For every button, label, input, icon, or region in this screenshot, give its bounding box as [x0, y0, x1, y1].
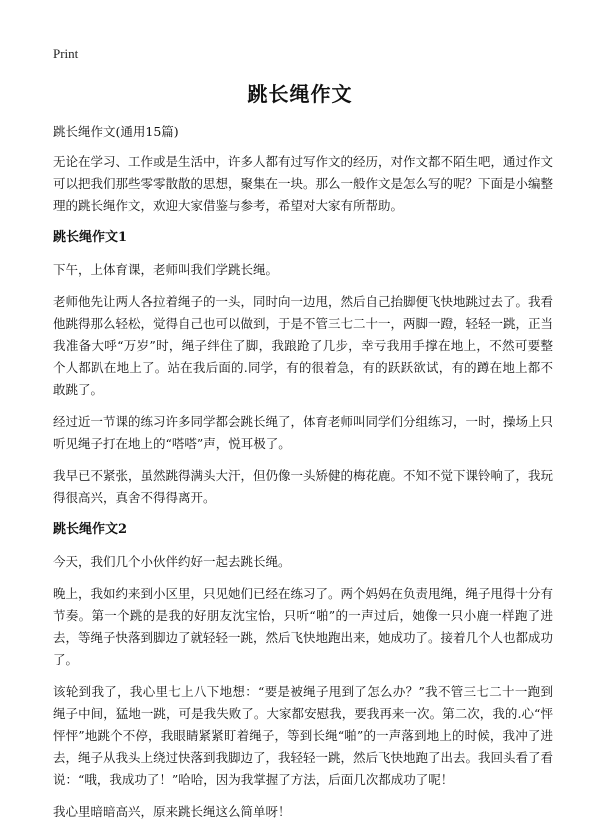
section-paragraph: 晚上，我如约来到小区里，只见她们已经在练习了。两个妈妈在负责甩绳，绳子甩得十分有节奏。第一个跳的是我的好朋友沈宝怡，只听“啪”的一声过后，她像一只小鹿一样跑了进去，等绳子快落到脚边了就轻轻一跳，然后飞快地跑出来，她成功了。接着几个人也都成功了。	[53, 586, 554, 667]
page-title: 跳长绳作文	[247, 82, 353, 106]
article-subtitle: 跳长绳作文(通用15篇)	[53, 124, 179, 139]
intro-paragraph: 无论在学习、工作或是生活中，许多人都有过写作文的经历，对作文都不陌生吧，通过作文可以把我们那些零零散散的思想，聚集在一块。那么一般作文是怎么写的呢？下面是小编整理的跳长绳作文，欢迎大家借鉴与参考，希望对大家有所帮助。	[53, 154, 554, 213]
print-link[interactable]: Print	[53, 46, 79, 61]
section-paragraph: 该轮到我了，我心里七上八下地想：“要是被绳子甩到了怎么办？”我不管三七二十一跑到绳子中间，猛地一跳，可是我失败了。大家都安慰我，要我再来一次。第二次，我的.心“怦怦怦”地跳个不停，我眼睛紧紧盯着绳子，等到长绳“啪”的一声落到地上的时候，我冲了进去，绳子从我头上绕过快落到我脚边了，我轻轻一跳，然后飞快地跑了出去。我回头看了看说：“哦，我成功了！”哈哈，因为我掌握了方法，后面几次都成功了呢！	[53, 684, 554, 787]
section-heading: 跳长绳作文2	[53, 522, 128, 537]
section-paragraph: 我早已不紧张，虽然跳得满头大汗，但仍像一头矫健的梅花鹿。不知不觉下课铃响了，我玩得很高兴，真舍不得得离开。	[53, 468, 554, 505]
section-heading: 跳长绳作文1	[53, 230, 128, 245]
section-paragraph: 下午，上体育课，老师叫我们学跳长绳。	[53, 262, 279, 277]
article-content	[53, 121, 553, 833]
section-paragraph: 经过近一节课的练习许多同学都会跳长绳了，体育老师叫同学们分组练习，一时，操场上只听见绳子打在地上的“嗒嗒”声，悦耳极了。	[53, 414, 554, 451]
section-paragraph: 今天，我们几个小伙伴约好一起去跳长绳。	[53, 554, 291, 569]
section-paragraph: 我心里暗暗高兴，原来跳长绳这么简单呀！	[53, 804, 291, 819]
section-paragraph: 老师他先让两人各拉着绳子的一头，同时向一边甩，然后自己抬脚便飞快地跳过去了。我看他跳得那么轻松，觉得自己也可以做到，于是不管三七二十一，两脚一蹬，轻轻一跳，正当我准备大呼“万岁”时，绳子绊住了脚，我踉跄了几步，幸亏我用手撑在地上，不然可要整个人都趴在地上了。站在我后面的.同学，有的很着急，有的跃跃欲试，有的蹲在地上都不敢跳了。	[53, 294, 554, 397]
